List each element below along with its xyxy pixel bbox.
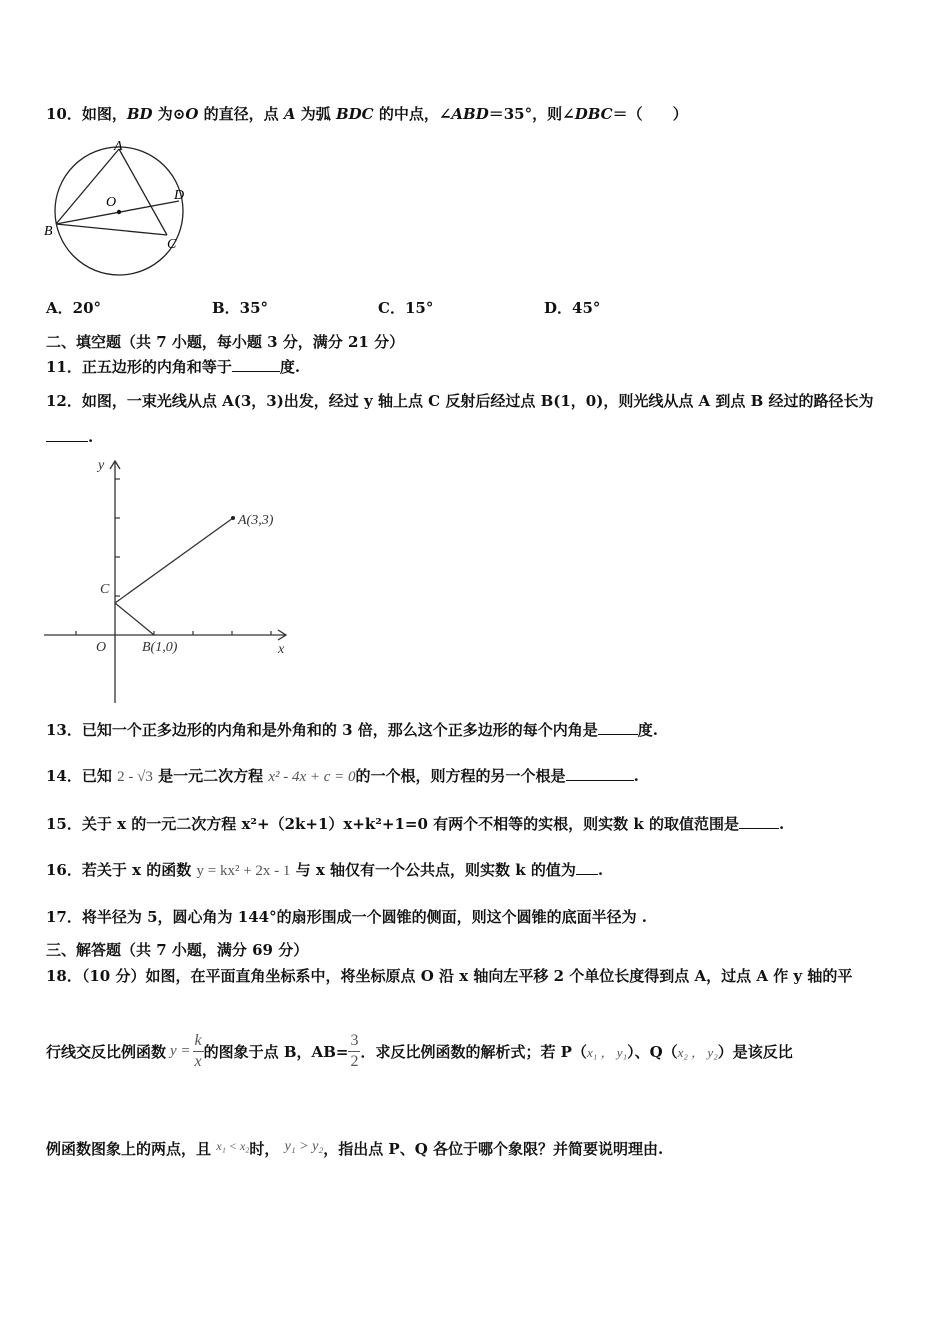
root-expression: 2 - √3: [117, 769, 153, 785]
choice-c: C．15°: [378, 299, 434, 317]
choice-a: A．20°: [46, 299, 102, 317]
quadratic-equation: x² - 4x + c = 0: [268, 769, 356, 785]
label-d: D: [174, 188, 185, 203]
answer-blank: [739, 816, 779, 829]
question-16: 16．若关于 x 的函数 y = kx² + 2x - 1 与 x 轴仅有一个公共点，则实数 k 的值为 .: [46, 861, 604, 879]
label-x: x: [278, 642, 285, 657]
y-ticks: [115, 479, 120, 596]
question-14: 14．已知 2 - √3 是一元二次方程 x² - 4x + c = 0的一个根，则方程的另一个根是 .: [46, 767, 639, 785]
ray-cb: [115, 603, 154, 635]
section-2-heading: 二、填空题（共 7 小题，每小题 3 分，满分 21 分）: [46, 333, 405, 351]
coordinate-figure: [40, 455, 300, 710]
label-c: C: [167, 237, 177, 252]
answer-blank: [576, 862, 598, 875]
question-18-line-1: 18．（10 分）如图，在平面直角坐标系中，将坐标原点 O 沿 x 轴向左平移 2 个单位长度得到点 A，过点 A 作 y 轴的平: [46, 967, 853, 985]
condition-y: y₁ > y₂: [284, 1139, 324, 1154]
inverse-function-fraction: $\frac{k}{x}$: [194, 1031, 202, 1070]
center-point: [117, 210, 121, 214]
label-o: O: [106, 195, 117, 210]
question-12-blank-line: .: [46, 428, 93, 446]
label-a: A(3,3): [238, 513, 274, 528]
ab-fraction: $\frac{3}{2}$: [350, 1031, 359, 1070]
answer-blank: [232, 359, 280, 372]
answer-blank: [566, 768, 634, 781]
label-c: C: [100, 582, 110, 597]
point-a: [231, 516, 235, 520]
question-12: 12．如图，一束光线从点 A(3，3)出发，经过 y 轴上点 C 反射后经过点 B(1，0)，则光线从点 A 到点 B 经过的路径长为: [46, 392, 874, 410]
point-p-coords: x₁ ， y₁: [586, 1044, 628, 1060]
question-13: 13．已知一个正多边形的内角和是外角和的 3 倍，那么这个正多边形的每个内角是 度.: [46, 721, 658, 739]
label-a: A: [114, 139, 123, 154]
ray-ac: [115, 518, 233, 603]
choice-b: B．35°: [212, 299, 269, 317]
chord-ba: [56, 149, 119, 224]
label-o: O: [96, 640, 107, 655]
label-b: B(1,0): [142, 640, 178, 655]
question-10: 10．如图，BD 为⊙O 的直径，点 A 为弧 BDC 的中点，∠ABD＝35°，则∠DBC＝（ ）: [46, 105, 688, 123]
question-17: 17．将半径为 5，圆心角为 144°的扇形围成一个圆锥的侧面，则这个圆锥的底面半径为 .: [46, 908, 648, 926]
section-3-heading: 三、解答题（共 7 小题，满分 69 分）: [46, 941, 309, 959]
question-11: 11．正五边形的内角和等于 度.: [46, 358, 301, 376]
quadratic-function: y = kx² + 2x - 1: [196, 863, 291, 879]
chord-bc: [56, 224, 167, 235]
circle-figure: [40, 135, 200, 280]
label-b: B: [44, 224, 53, 239]
answer-blank: [46, 429, 88, 442]
choice-d: D．45°: [544, 299, 601, 317]
label-y: y: [98, 458, 105, 473]
question-18-line-3: 例函数图象上的两点，且 $^{x_1 < x_2}$时， y₁ > y₂，指出点 P、Q 各位于哪个象限？并简要说明理由.: [46, 1139, 664, 1158]
question-18-line-2: 行线交反比例函数 y = $\frac{k}{x}$ 的图象于点 B，AB= $\frac{3}{2}$ ．求反比例函数的解析式；若 P（ x₁ ， y₁ ）、Q（ x₂ ， y₂ ）是该反比: [46, 1031, 793, 1070]
condition-x: x₁ < x₂: [216, 1139, 250, 1153]
point-q-coords: x₂ ， y₂: [677, 1044, 718, 1060]
question-15: 15．关于 x 的一元二次方程 x²+（2k+1）x+k²+1=0 有两个不相等的实根，则实数 k 的取值范围是 .: [46, 815, 785, 833]
answer-blank: [598, 722, 638, 735]
